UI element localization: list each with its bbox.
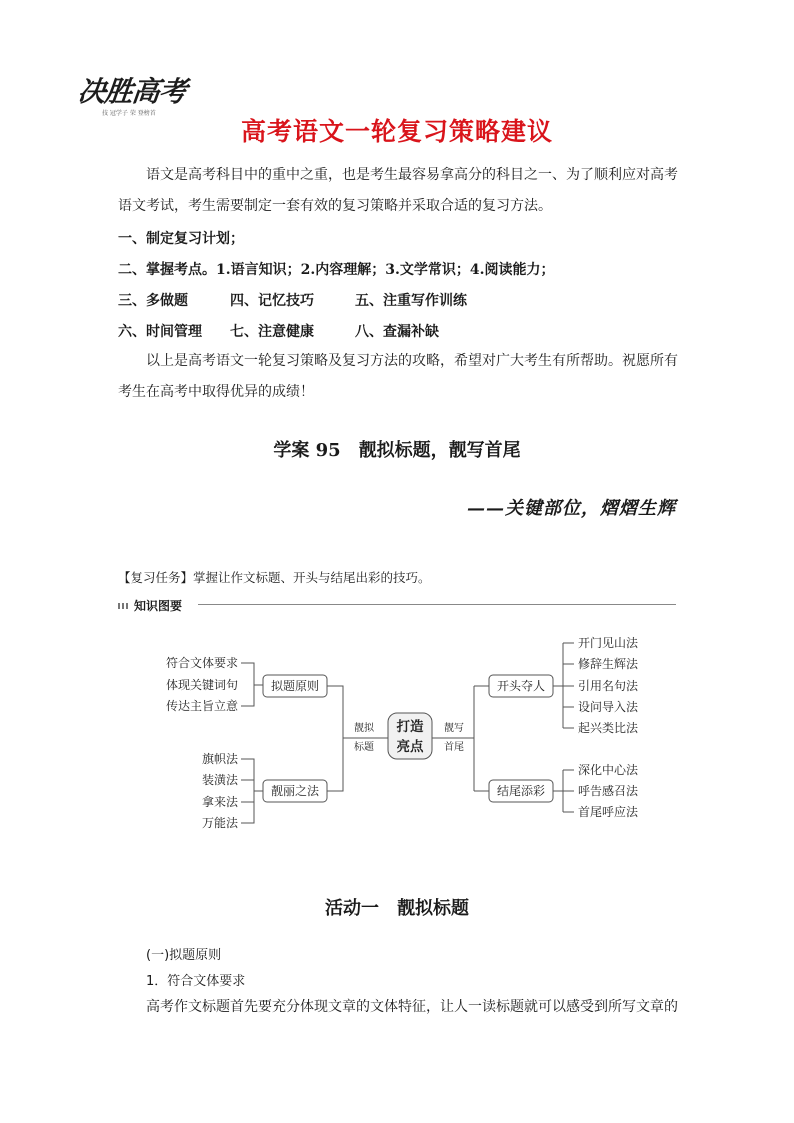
ending-box-label: 结尾添彩 (496, 784, 546, 798)
row4-item: 七、注意健康 (230, 324, 314, 340)
left-top-item: 传达主旨立意 (165, 699, 238, 713)
task-tag: 【复习任务】 (118, 570, 194, 585)
right-top-item: 修辞生辉法 (578, 657, 639, 671)
opening-box-label: 开头夺人 (496, 679, 546, 693)
center-label-2: 亮点 (396, 739, 424, 755)
left-bottom-item: 拿来法 (201, 795, 238, 809)
left-link-label-1: 靓拟 (354, 723, 374, 734)
left-top-item: 符合文体要求 (165, 656, 238, 670)
intro-item-1: 一、制定复习计划； (118, 231, 244, 247)
page-title: 高考语文一轮复习策略建议 (240, 117, 553, 146)
row4-item: 八、查漏补缺 (355, 324, 439, 340)
task-text: 掌握让作文标题、开头与结尾出彩的技巧。 (193, 570, 431, 585)
right-bottom-item: 首尾呼应法 (578, 805, 639, 819)
body-text: 高考作文标题首先要充分体现文章的文体特征，让人一读标题就可以感受到所写文章的 (146, 999, 678, 1015)
right-top-item: 设问导入法 (578, 700, 639, 714)
intro-paragraph: 语文是高考科目中的重中之重，也是考生最容易拿高分的科目之一、为了顺利应对高考语文考试，考生需要制定一套有效的复习策略并采取合适的复习方法。 (118, 167, 678, 214)
left-bottom-item: 装潢法 (201, 773, 238, 787)
center-label-1: 打造 (396, 719, 424, 735)
right-top-item: 起兴类比法 (578, 721, 639, 735)
principle-box-label: 拟题原则 (270, 679, 320, 693)
lesson-title: 学案 95 靓拟标题，靓写首尾 (273, 440, 521, 461)
left-link-label-2: 标题 (354, 742, 374, 753)
right-link-label-1: 靓写 (444, 723, 464, 734)
logo-subtext: 技 冠学子 荣 登榜首 (102, 110, 156, 117)
section-heading: (一)拟题原则 (146, 948, 222, 963)
logo-text: 决胜高考 (76, 75, 188, 108)
method-box-label: 靓丽之法 (270, 784, 320, 798)
intro-item-2: 二、掌握考点。1.语言知识；2.内容理解；3.文学常识；4.阅读能力； (118, 262, 555, 278)
lesson-subtitle: ——关键部位，熠熠生辉 (467, 498, 676, 519)
right-link-label-2: 首尾 (444, 742, 464, 753)
row3-item: 三、多做题 (118, 293, 188, 309)
row4-item: 六、时间管理 (118, 324, 202, 340)
row3-item: 五、注重写作训练 (355, 293, 467, 309)
right-top-item: 引用名句法 (578, 679, 639, 693)
right-bottom-item: 呼告感召法 (578, 784, 639, 798)
left-bottom-item: 旗帜法 (201, 752, 238, 766)
activity-title: 活动一 靓拟标题 (325, 898, 469, 919)
point-heading: 1．符合文体要求 (146, 974, 246, 989)
right-top-item: 开门见山法 (578, 636, 639, 650)
knowledge-map-label: 知识图要 (118, 597, 182, 614)
row3-item: 四、记忆技巧 (230, 293, 314, 309)
left-top-item: 体现关键词句 (165, 678, 238, 692)
closing-paragraph: 以上是高考语文一轮复习策略及复习方法的攻略，希望对广大考生有所帮助。祝愿所有考生在高考中取得优异的成绩！ (118, 353, 678, 400)
right-bottom-item: 深化中心法 (578, 763, 639, 777)
left-bottom-item: 万能法 (201, 816, 238, 830)
